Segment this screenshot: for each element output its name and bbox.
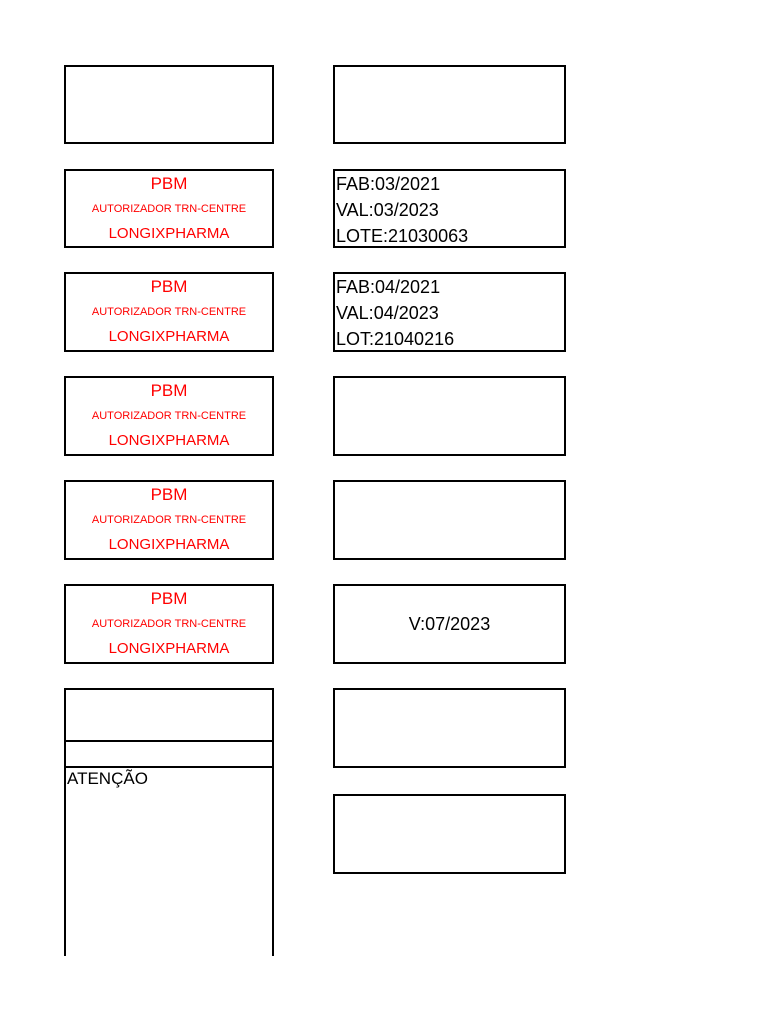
company-name: LONGIXPHARMA (108, 536, 230, 553)
authorizer-text: AUTORIZADOR TRN-CENTRE (91, 306, 247, 318)
pbm-label-3 (64, 376, 274, 456)
empty-right-box-3 (333, 480, 566, 560)
authorizer-text: AUTORIZADOR TRN-CENTRE (91, 202, 247, 215)
val-date: VAL:04/2023 (336, 303, 439, 323)
pbm-title: PBM (150, 173, 188, 193)
pbm-label-5 (64, 584, 274, 664)
authorizer-text: AUTORIZADOR TRN-CENTRE (91, 618, 247, 630)
company-name: LONGIXPHARMA (108, 328, 230, 345)
batch-info-2 (333, 272, 566, 352)
pbm-label-2 (64, 272, 274, 352)
company-name: LONGIXPHARMA (108, 224, 230, 242)
company-name: LONGIXPHARMA (108, 640, 230, 657)
fab-date: FAB:03/2021 (336, 174, 441, 194)
warning-box (64, 766, 274, 956)
warning-title: ATENÇÃO (67, 769, 148, 788)
batch-info-1 (333, 169, 566, 248)
validity-box (333, 584, 566, 664)
empty-left-box-2 (64, 688, 274, 742)
pbm-title: PBM (150, 381, 188, 400)
pbm-label-4 (64, 480, 274, 560)
company-name: LONGIXPHARMA (108, 432, 230, 449)
authorizer-text: AUTORIZADOR TRN-CENTRE (91, 514, 247, 526)
empty-right-box-4 (333, 688, 566, 768)
empty-right-box-5 (333, 794, 566, 874)
validity-text: V:07/2023 (408, 613, 491, 634)
empty-right-box-1 (333, 65, 566, 144)
pbm-label-1 (64, 169, 274, 248)
empty-left-box-3 (64, 740, 274, 768)
authorizer-text: AUTORIZADOR TRN-CENTRE (91, 410, 247, 422)
empty-left-box-1 (64, 65, 274, 144)
pbm-title: PBM (150, 485, 188, 504)
pbm-title: PBM (150, 277, 188, 296)
lot-number: LOTE:21030063 (336, 226, 469, 246)
lot-number: LOT:21040216 (336, 329, 455, 349)
empty-right-box-2 (333, 376, 566, 456)
pbm-title: PBM (150, 589, 188, 608)
fab-date: FAB:04/2021 (336, 277, 441, 297)
val-date: VAL:03/2023 (336, 200, 439, 220)
